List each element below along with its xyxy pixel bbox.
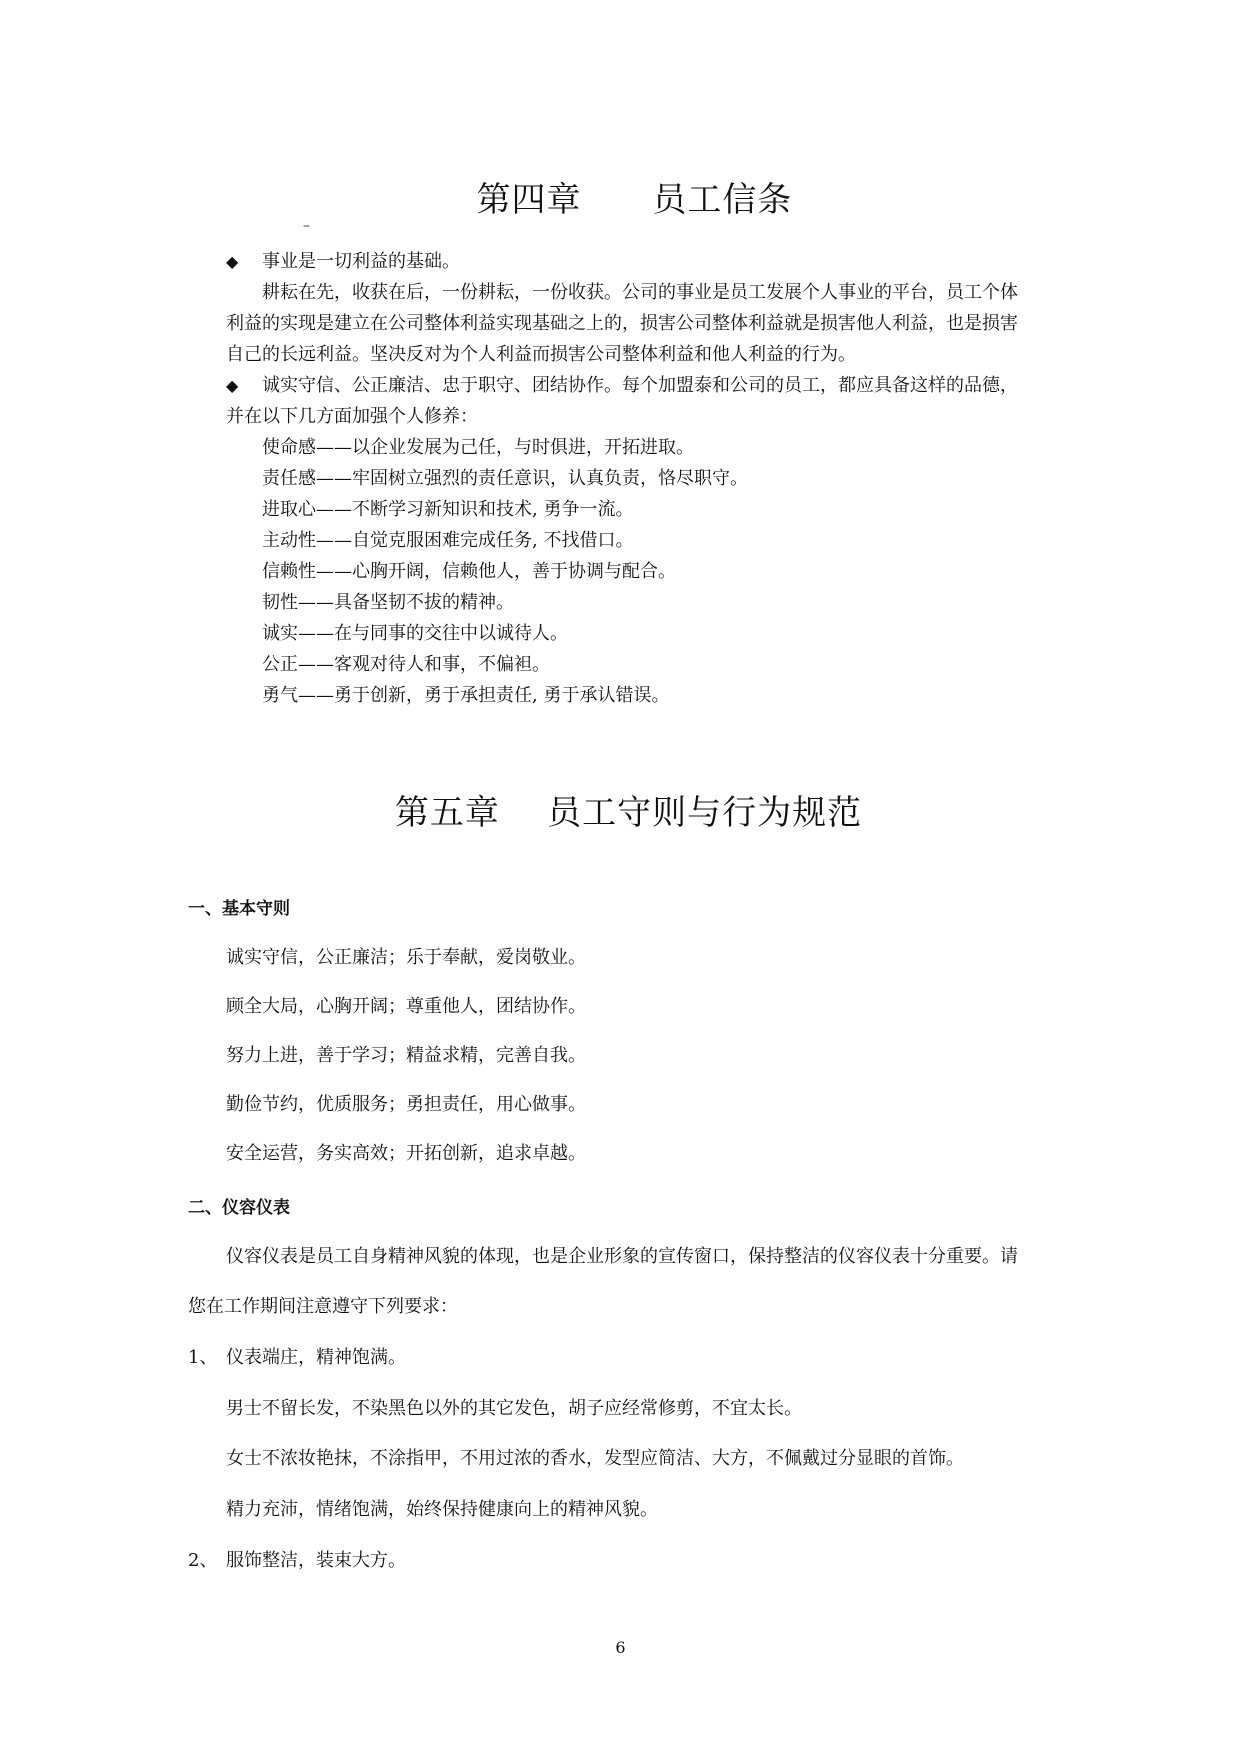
point-detail: 男士不留长发，不染黑色以外的其它发色，胡子应经常修剪，不宜太长。 bbox=[226, 1398, 802, 1419]
point-detail: 女士不浓妆艳抹，不涂指甲，不用过浓的香水，发型应简洁、大方，不佩戴过分显眼的首饰。 bbox=[226, 1448, 964, 1469]
quality-item: 诚实——在与同事的交往中以诚待人。 bbox=[262, 623, 568, 644]
quality-item: 公正——客观对待人和事，不偏袒。 bbox=[262, 654, 550, 675]
diamond-bullet-icon: ◆ bbox=[226, 376, 239, 395]
quality-item: 主动性——自觉克服困难完成任务, 不找借口。 bbox=[262, 530, 634, 551]
rule-item: 诚实守信，公正廉洁；乐于奉献，爱岗敬业。 bbox=[226, 947, 586, 968]
bullet1-heading: 事业是一切利益的基础。 bbox=[262, 251, 460, 272]
point-text: 服饰整洁，装束大方。 bbox=[226, 1550, 406, 1571]
bullet1-line: 自己的长远利益。坚决反对为个人利益而损害公司整体利益和他人利益的行为。 bbox=[226, 344, 856, 365]
dash-mark: – bbox=[303, 218, 310, 234]
bullet2-cont: 并在以下几方面加强个人修养： bbox=[226, 406, 478, 427]
diamond-bullet-icon: ◆ bbox=[226, 252, 239, 271]
rule-item: 顾全大局，心胸开阔；尊重他人，团结协作。 bbox=[226, 996, 586, 1017]
point-detail: 精力充沛，情绪饱满，始终保持健康向上的精神风貌。 bbox=[226, 1499, 658, 1520]
bullet1-line: 耕耘在先，收获在后，一份耕耘，一份收获。公司的事业是员工发展个人事业的平台，员工个体 bbox=[262, 282, 1018, 303]
bullet1-line: 利益的实现是建立在公司整体利益实现基础之上的，损害公司整体利益就是损害他人利益，也是损害 bbox=[226, 313, 1018, 334]
rule-item: 安全运营，务实高效；开拓创新，追求卓越。 bbox=[226, 1143, 586, 1164]
page-number: 6 bbox=[615, 1638, 626, 1657]
section1-heading: 一、基本守则 bbox=[188, 899, 290, 919]
section2-intro: 仪容仪表是员工自身精神风貌的体现，也是企业形象的宣传窗口，保持整洁的仪容仪表十分重要。请 bbox=[226, 1246, 1018, 1267]
section2-intro: 您在工作期间注意遵守下列要求： bbox=[188, 1296, 458, 1317]
quality-item: 信赖性——心胸开阔，信赖他人，善于协调与配合。 bbox=[262, 561, 676, 582]
quality-item: 进取心——不断学习新知识和技术, 勇争一流。 bbox=[262, 499, 634, 520]
rule-item: 勤俭节约，优质服务；勇担责任，用心做事。 bbox=[226, 1094, 586, 1115]
point-number: 1、 bbox=[188, 1347, 218, 1368]
point-text: 仪表端庄，精神饱满。 bbox=[226, 1347, 406, 1368]
section2-heading: 二、仪容仪表 bbox=[188, 1198, 290, 1218]
chapter4-title: 第四章 员工信条 bbox=[476, 180, 793, 220]
point-number: 2、 bbox=[188, 1550, 218, 1571]
rule-item: 努力上进，善于学习；精益求精，完善自我。 bbox=[226, 1045, 586, 1066]
quality-item: 责任感——牢固树立强烈的责任意识，认真负责，恪尽职守。 bbox=[262, 468, 748, 489]
quality-item: 使命感——以企业发展为己任，与时俱进，开拓进取。 bbox=[262, 437, 694, 458]
quality-item: 勇气——勇于创新，勇于承担责任, 勇于承认错误。 bbox=[262, 685, 670, 706]
bullet2-heading: 诚实守信、公正廉洁、忠于职守、团结协作。每个加盟泰和公司的员工，都应具备这样的品德， bbox=[262, 375, 1018, 396]
chapter5-title: 第五章 员工守则与行为规范 bbox=[394, 793, 863, 833]
quality-item: 韧性——具备坚韧不拔的精神。 bbox=[262, 592, 514, 613]
